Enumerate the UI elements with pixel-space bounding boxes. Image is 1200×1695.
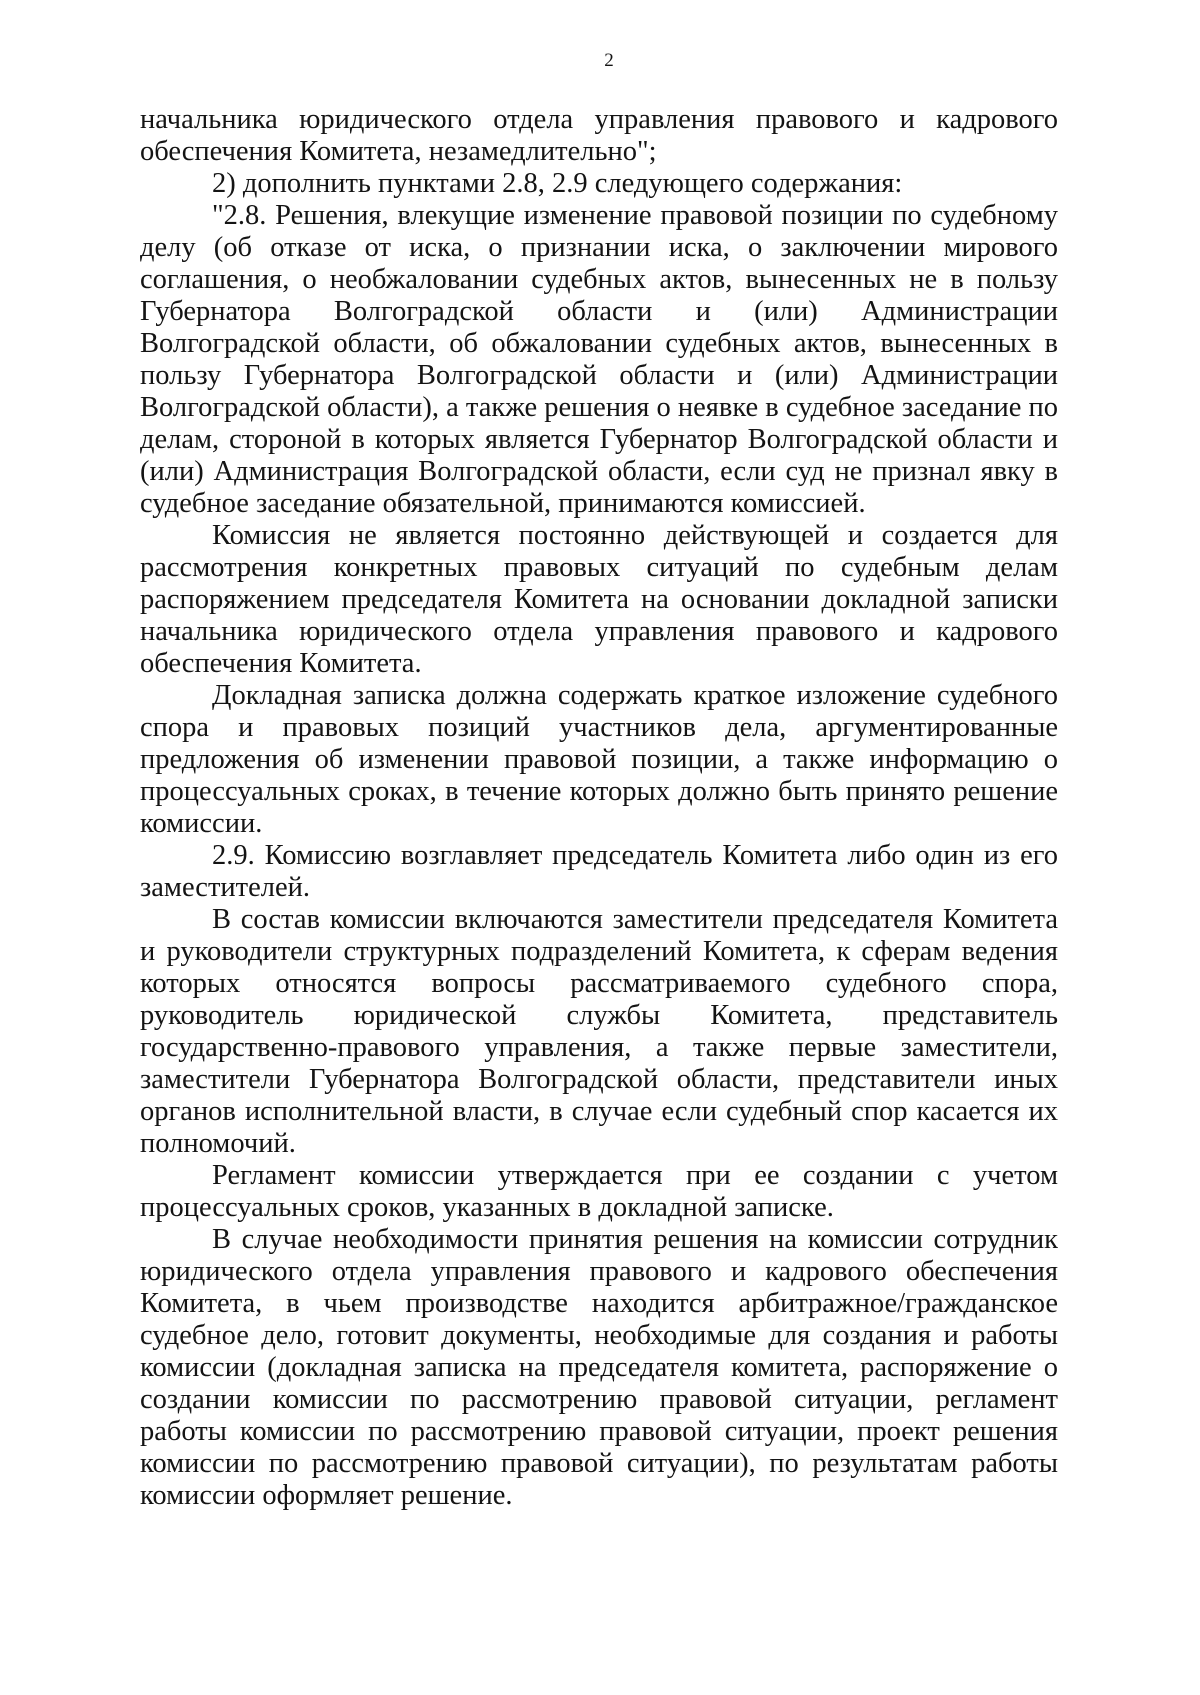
document-body [140, 104, 1058, 1512]
page-number: 2 [604, 50, 614, 71]
paragraph-continuation: начальника юридического отдела управления правового и кадрового обеспечения Комитета, незамедлительно"; [140, 104, 1058, 167]
paragraph-memo-content: Докладная записка должна содержать краткое изложение судебного спора и правовых позиций участников дела, аргументированные предложения об изменении правовой позиции, а также информацию о процессуальных сроках, в течение которых должно быть принято решение комиссии. [140, 680, 1058, 839]
paragraph-clause-2-8: "2.8. Решения, влекущие изменение правовой позиции по судебному делу (об отказе от иска, о признании иска, о заключении мирового соглашения, о необжаловании судебных актов, вынесенных не в пользу Губернатора Волгоградской области и (или) Администрации Волгоградской области, об обжаловании судебных актов, вынесенных в пользу Губернатора Волгоградской области и (или) Администрации Волгоградской области), а также решения о неявке в судебное заседание по делам, стороной в которых является Губернатор Волгоградской области и (или) Администрация Волгоградской области, если суд не признал явку в судебное заседание обязательной, принимаются комиссией. [140, 200, 1058, 519]
paragraph-commission-regulation: Регламент комиссии утверждается при ее создании с учетом процессуальных сроков, указанных в докладной записке. [140, 1160, 1058, 1223]
paragraph-amendment-item-2: 2) дополнить пунктами 2.8, 2.9 следующего содержания: [212, 168, 903, 199]
paragraph-clause-2-9: 2.9. Комиссию возглавляет председатель Комитета либо один из его заместителей. [140, 840, 1058, 903]
paragraph-commission-creation: Комиссия не является постоянно действующей и создается для рассмотрения конкретных правовых ситуаций по судебным делам распоряжением председателя Комитета на основании докладной записки начальника юридического отдела управления правового и кадрового обеспечения Комитета. [140, 520, 1058, 679]
paragraph-commission-composition: В состав комиссии включаются заместители председателя Комитета и руководители структурных подразделений Комитета, к сферам ведения которых относятся вопросы рассматриваемого судебного спора, руководитель юридической службы Комитета, представитель государственно-правового управления, а также первые заместители, заместители Губернатора Волгоградской области, представители иных органов исполнительной власти, в случае если судебный спор касается их полномочий. [140, 904, 1058, 1159]
paragraph-decision-procedure: В случае необходимости принятия решения на комиссии сотрудник юридического отдела управления правового и кадрового обеспечения Комитета, в чьем производстве находится арбитражное/гражданское судебное дело, готовит документы, необходимые для создания и работы комиссии (докладная записка на председателя комитета, распоряжение о создании комиссии по рассмотрению правовой ситуации, регламент работы комиссии по рассмотрению правовой ситуации, проект решения комиссии по рассмотрению правовой ситуации), по результатам работы комиссии оформляет решение. [140, 1224, 1058, 1511]
